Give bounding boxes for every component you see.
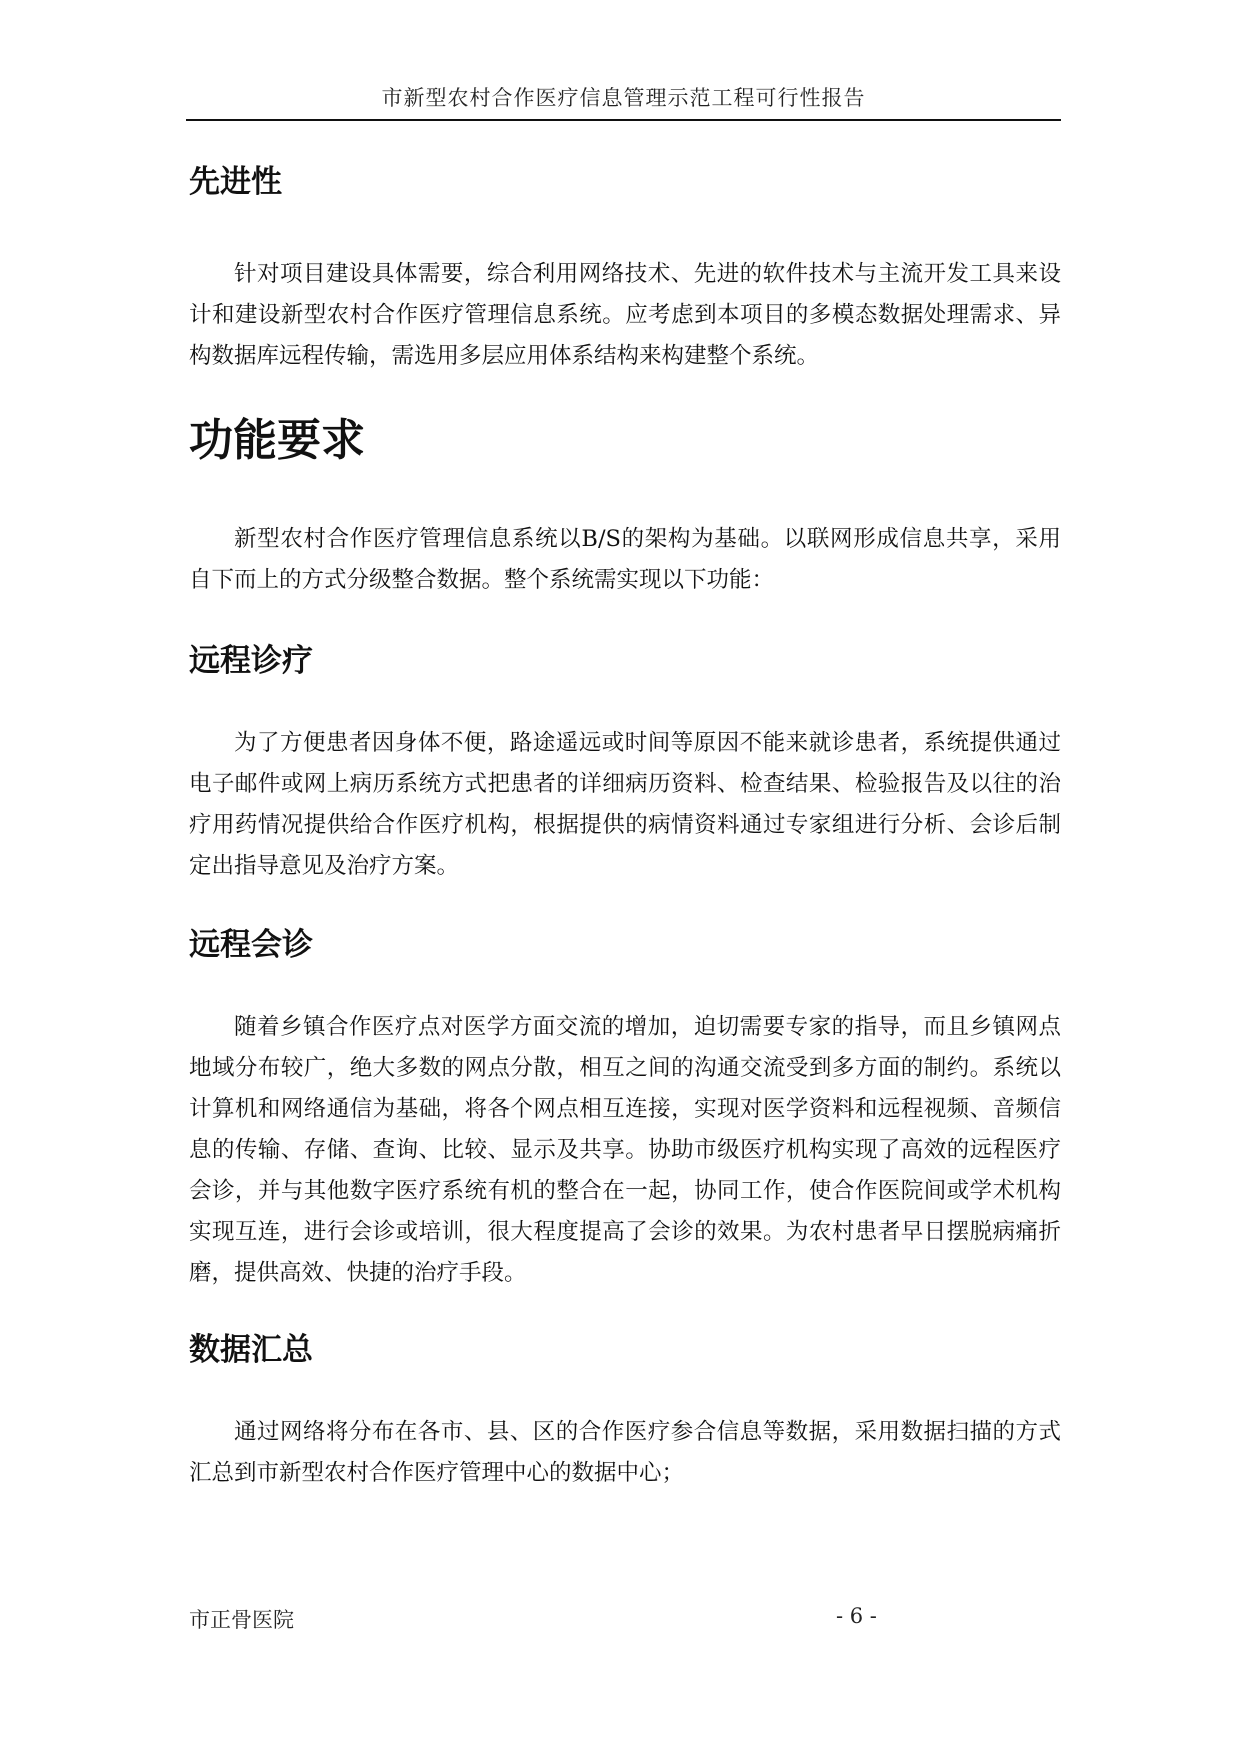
header-divider bbox=[186, 119, 1061, 121]
page-content bbox=[189, 160, 1061, 1494]
page-header-title: 市新型农村合作医疗信息管理示范工程可行性报告 bbox=[381, 86, 866, 110]
paragraph-advanced: 针对项目建设具体需要，综合利用网络技术、先进的软件技术与主流开发工具来设计和建设新型农村合作医疗管理信息系统。应考虑到本项目的多模态数据处理需求、异构数据库远程传输，需选用多层应用体系结构来构建整个系统。 bbox=[189, 261, 1061, 369]
section-heading-remote-consultation: 远程会诊 bbox=[189, 927, 313, 963]
paragraph-functional: 新型农村合作医疗管理信息系统以B/S的架构为基础。以联网形成信息共享，采用自下而上的方式分级整合数据。整个系统需实现以下功能： bbox=[189, 526, 1061, 593]
paragraph-remote-consultation: 随着乡镇合作医疗点对医学方面交流的增加，迫切需要专家的指导，而且乡镇网点地域分布较广，绝大多数的网点分散，相互之间的沟通交流受到多方面的制约。系统以计算机和网络通信为基础，将各个网点相互连接，实现对医学资料和远程视频、音频信息的传输、存储、查询、比较、显示及共享。协助市级医疗机构实现了高效的远程医疗会诊，并与其他数字医疗系统有机的整合在一起，协同工作，使合作医院间或学术机构实现互连，进行会诊或培训，很大程度提高了会诊的效果。为农村患者早日摆脱病痛折磨，提供高效、快捷的治疗手段。 bbox=[189, 1014, 1061, 1286]
section-heading-advanced: 先进性 bbox=[189, 164, 282, 200]
paragraph-remote-diagnosis: 为了方便患者因身体不便，路途遥远或时间等原因不能来就诊患者，系统提供通过电子邮件或网上病历系统方式把患者的详细病历资料、检查结果、检验报告及以往的治疗用药情况提供给合作医疗机构，根据提供的病情资料通过专家组进行分析、会诊后制定出指导意见及治疗方案。 bbox=[189, 730, 1061, 879]
section-heading-remote-diagnosis: 远程诊疗 bbox=[189, 643, 313, 679]
paragraph-data-summary: 通过网络将分布在各市、县、区的合作医疗参合信息等数据，采用数据扫描的方式汇总到市新型农村合作医疗管理中心的数据中心； bbox=[189, 1419, 1061, 1486]
footer-organization: 市正骨医院 bbox=[189, 1608, 294, 1632]
section-heading-functional: 功能要求 bbox=[189, 415, 365, 466]
footer-page-number: - 6 - bbox=[836, 1604, 877, 1628]
section-heading-data-summary: 数据汇总 bbox=[189, 1332, 313, 1368]
